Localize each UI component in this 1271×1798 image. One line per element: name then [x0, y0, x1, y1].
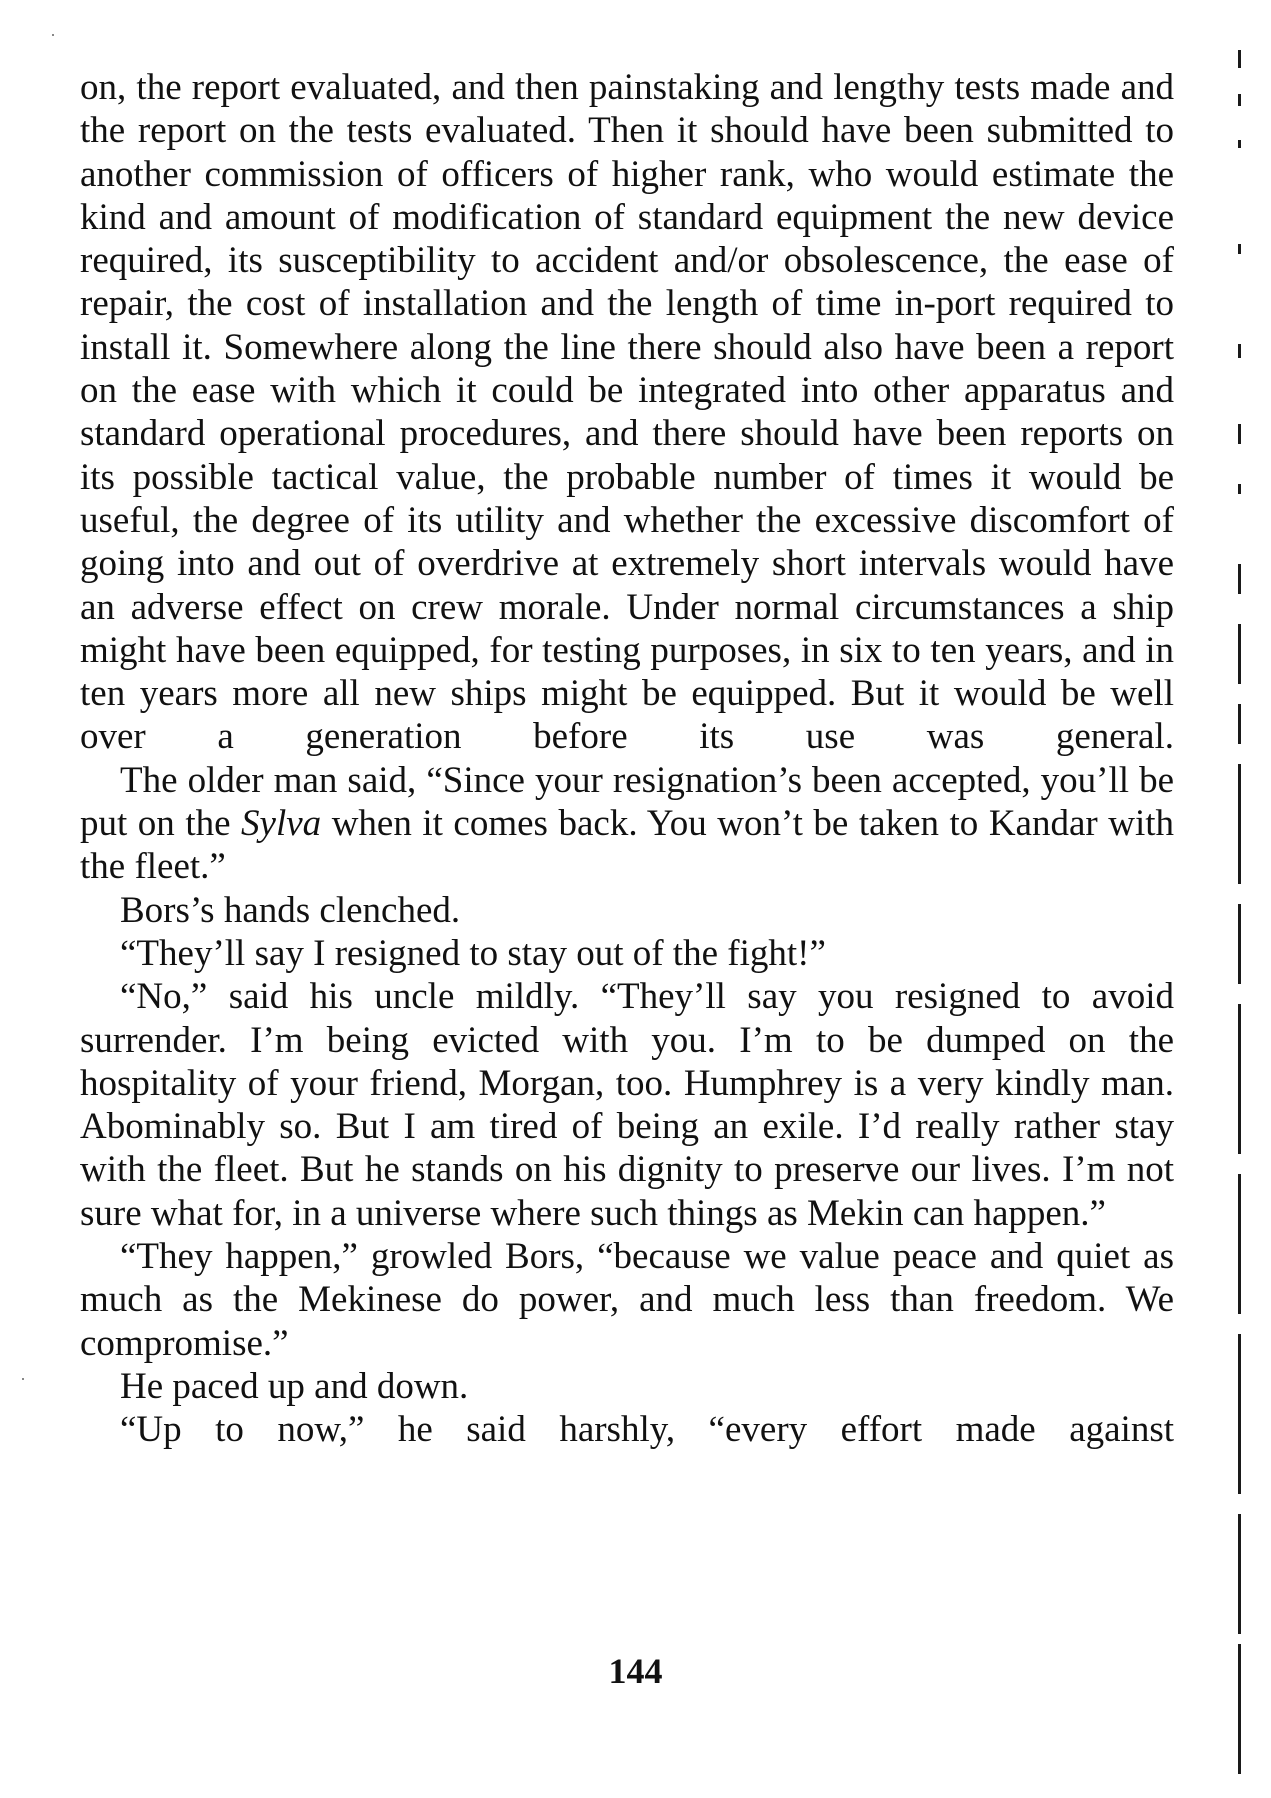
paragraph-2-text-after: when it comes back. You won’t be taken to Kandar with the fleet.” — [80, 803, 1175, 888]
paragraph-8: “Up to now,” he said harshly, “every effort made against — [120, 1409, 1174, 1451]
scan-speck — [22, 1378, 24, 1380]
paragraph-5: “No,” said his uncle mildly. “They’ll say you resigned to avoid surrender. I’m being evicted with you. I’m to be dumped on the hospitality of your friend, Morgan, too. Humphrey is a very kindly man. Abominably so. But I am tired of being an exile. I’d really rather stay with the fleet. But he stands on his dignity to preserve our lives. I’m not sure what for, in a universe where such things as Mekin can happen.” — [80, 976, 1174, 1234]
paragraph-6: “They happen,” growled Bors, “because we value peace and quiet as much as the Mekinese do power, and much less than freedom. We compromise.” — [80, 1236, 1174, 1364]
binding-edge — [1238, 44, 1244, 1784]
paragraph-1: on, the report evaluated, and then painstaking and lengthy tests made and the report on the tests evaluated. Then it should have been submitted to another commission of officers of higher rank, who would estimate the kind and amount of modification of standard equipment the new device required, its susceptibility to accident and/or obsolescence, the ease of repair, the cost of installation and the length of time in-port required to install it. Somewhere along the line there should also have been a report on the ease with which it could be integrated into other apparatus and standard operational procedures, and there should have been reports on its possible tactical value, the probable number of times it would be useful, the degree of its utility and whether the excessive discomfort of going into and out of overdrive at extremely short intervals would have an adverse effect on crew morale. Under normal circumstances a ship might have been equipped, for testing purposes, in six to ten years, and in ten years more all new ships might be equipped. But it would be well over a generation before its use was general. — [80, 67, 1174, 758]
page-number: 144 — [608, 1651, 663, 1691]
paragraph-2-text-before: The older man said, “Since your resignation’s been accepted, you’ll be put on the — [80, 759, 1174, 845]
body-text — [80, 66, 1174, 1452]
paragraph-7: He paced up and down. — [120, 1365, 469, 1407]
ship-name-sylva: Sylva — [241, 803, 322, 845]
paragraph-2 — [80, 759, 1174, 889]
paragraph-3: Bors’s hands clenched. — [120, 889, 461, 931]
paragraph-4: “They’ll say I resigned to stay out of the fight!” — [120, 932, 826, 974]
scan-speck — [52, 34, 54, 36]
